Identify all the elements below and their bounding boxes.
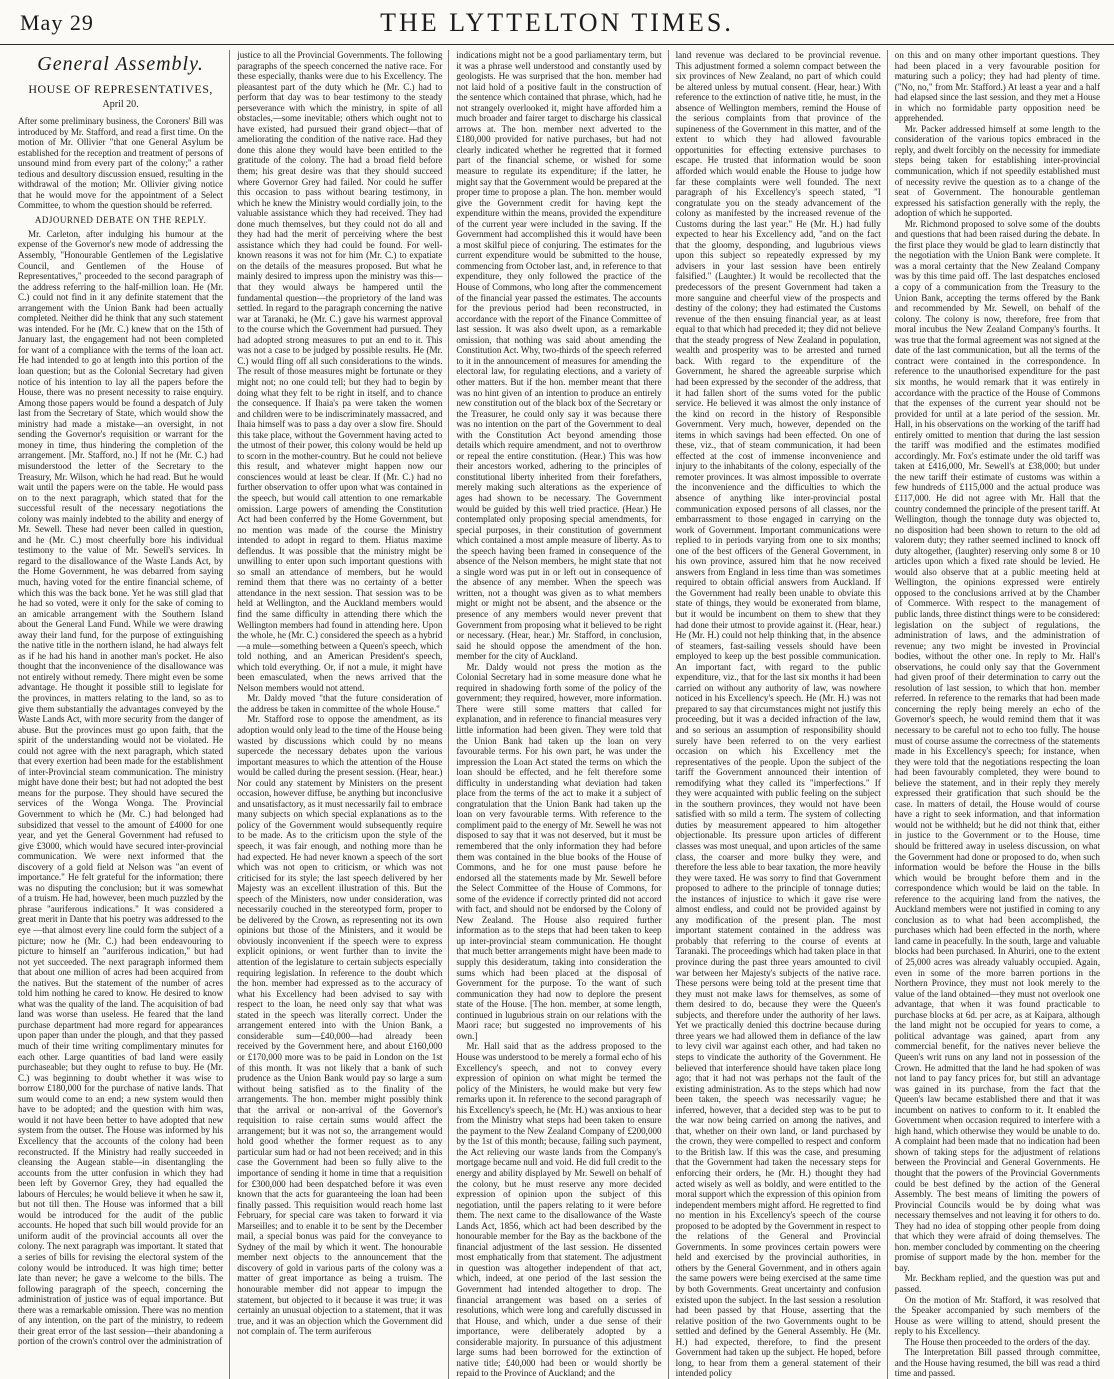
house-heading: HOUSE OF REPRESENTATIVES,: [28, 82, 213, 96]
article-paragraph: justice to all the Provincial Governments. The following paragraphs of the speech concerned the native race. For these especially, thanks were due to his Excellency. The pleasantest part of the duty which he (Mr. C.) had to perform that day was to bear testimony to the steady perseverance with which the ministry, in spite of all obstacles,—some inevitable; others which ought not to have existed, had pursued their grand object—that of ameliorating the condition of the native race. Had they done this alone they would have been entitled to the gratitude of the colony. The had a broad field before them; his great desire was that they should succeed where Governor Grey had failed. Nor could he suffer this occasion to pass without bearing testimony, in which he knew the Ministry would cordially join, to the valuable assistance which they had received. They had done much themselves, but they could not do all and they had had the merit of perceiving where the best assistance which they had could be found. For well-known reasons it was not for him (Mr. C.) to expatiate on the details of the measures proposed. But what he mainly desired to impress upon the ministry was this—that they would always be hampered until the fundamental question—the proprietory of the land was settled. In regard to the paragraph concerning the native war at Taranaki, he (Mr. C.) gave his warmest approval to the course which the Government had pursued. They had adopted strong measures to put an end to it. This was not a case to be judged by possible results. He (Mr. C.) would fling off all such considerations to the winds. The result of those measures might be fortunate or they might not; no one could tell; but they had to begin by doing what they felt to be right in itself, and to chance the consequence. If Ihaia's pa were taken the women and children were to be indiscriminately massacred, and Ihaia himself was to pass a day over a slow fire. Should this take place, without the Government having acted to the utmost of their power, this colony would be held up to scorn in the mother-country. But he could not believe this result, and whatever might happen now our consciences would at least be clear. If (Mr. C.) had no further observation to offer upon what was contained in the speech, but would call attention to one remarkable omission. Large powers of amending the Constitution Act had been conferred by the Home Government, but no mention was made of the course the Ministry intended to adopt in regard to them. Hiatus maxime deflendus. It was possible that the ministry might be unwilling to enter upon such important questions with so small an attendance of members, but he would remind them that there was no certainty of a better attendance in the next session. That session was to be held at Wellington, and the Auckland members would find the same difficulty in attending there which the Wellington members had found in attending here. Upon the whole, he (Mr. C.) considered the speech as a hybrid—a mule—something between a Queen's speech, which told nothing, and an American President's speech, which told everything. Or, if not a mule, it might have been emasculated, when the news arrived that the Nelson members would not attend.: [237, 50, 443, 693]
column-3-body: [456, 50, 661, 1379]
article-paragraph: The House then proceeded to the orders of the day.: [904, 1336, 1091, 1347]
article-paragraph: Mr. Carleton, after indulging his humour at the expense of the Governor's new mode of addressing the Assembly, "Honourable Gentlemen of the Legislative Council, and Gentlemen of the House of Representatives," proceeded to the second paragraph of the address referring to the half-million loan. He (Mr. C.) could not find in it any definite statement that the arrangement with the Union Bank had been actually completed. Neither did he think that any such statement was intended. For he (Mr. C.) knew that on the 15th of January last, the engagement had not been completed for want of a compliance with the terms of the loan act. He had intended to go at length into this portion of the loan question; but as the Colonial Secretary had given notice of his intention to lay all the papers before the House, there was no present necessity to raise enquiry. Among those papers would be found a despatch of July last from the Secretary of State, which would show the ministry had made a mistake—an oversight, in not sending the Governor's requisition or warrant for the money in time, thus hindering the completion of the arrangement. [Mr. Stafford, no.] If not he (Mr. C.) had misunderstood the letter of the Secretary to the Treasury, Mr. Wilson, which he had read. But he would wait until the papers were on the table. He would pass on to the next paragraph, which stated that for the successful result of the necessary negotiations the colony was mainly indebted to the ability and energy of Mr. Sewell. These had never been called in question, and he (Mr. C.) most cheerfully bore his individual testimony to the value of Mr. Sewell's services. In regard to the disallowance of the Waste Lands Act, by the Home Government, he was debarred from saying much, having voted for the entire financial scheme, of which this was the back bone. Yet he was still glad that he had so voted, were it only for the sake of coming to an amicable arrangement with the Southern Island about the General Land Fund. While we were drawing away their land fund, for the purpose of extinguishing the native title in the northern island, he had always felt as if he had his hand in another man's pocket. He also thought that the inconvenience of the disallowance was not entirely without remedy. There might even be some advantage. He thought it possible still to legislate for the provinces, in matters relating to the land, so as to give them substantially the advantages conveyed by the Waste Lands Act, with more security from the danger of abuse. But the provinces must go upon faith, that the spirit of the understanding would not be violated. He could not agree with the next paragraph, which stated that every exertion had been made for the establishment of inter-Provincial steam communication. The ministry might have done their best; but had not adopted the best means for the purpose. They should have secured the services of the Wonga Wonga. The Provincial Government to which he (Mr. C.) had belonged had subsidized that vessel to the amount of £4000 for one year, and yet the General Government had refused to give £3000, which would have secured inter-provincial communication. We were next informed that the discovery of a gold field at Nelson was "an event of importance." He felt grateful for the information; there was no disputing the conclusion; but it was somewhat of a truism. He had, however, been much puzzled by the phrase "auriferous indications." It was considered a great merit in Dante that his poetry was addressed to the eye —that almost every line could form the subject of a picture; now he (Mr. C.) had been endeavouring to picture to himself an "auriferous indication," but had not yet succeeded. The next paragraph informed them that about one million of acres had been acquired from the natives. But the statement of the number of acres told him nothing he cared to know. He desired to know what was the quality of the land. The acquisition of bad land was worse than useless. He feared that the land purchase department had more regard for appearances upon paper than under the plough, and that they passed much of their time writing complimentary minutes for each other. Large quantities of bad land were easily purchaseable; but they ought to refuse to buy. He (Mr. C.) was beginning to doubt whether it was wise to borrow £180,000 for the purchase of native lands. That sum would come to an end; a new system would then have to be adopted; and the question with him was, would it not have been better to have adopted that new system from the outset. The House was informed by his Excellency that the accounts of the colony had been reconstructed. If the Ministry had really succeeded in cleansing the Augean stable—in disentangling the accounts from the utter confusion in which they had been left by Governor Grey, they had equalled the labours of Hercules; he would believe it when he saw it, but not till then. The House was informed that a bill would be introduced for the audit of the public accounts. He hoped that such bill would provide for an uniform audit of the provincial accounts all over the colony. The next paragraph was important. It stated that a series of bills for revising the electoral system of the colony would be introduced. It was high time; better late than never; he gave a welcome to the bills. The following paragraph of the speech, concerning the administration of justice was of equal importance. But there was a remarkable omission. There was no mention of any intention, on the part of the ministry, to redeem their great error of the last session—their abandoning a portion of the crown's control over the administration of: [18, 228, 224, 1347]
article-paragraph: on this and on many other important questions. They had been placed in a very favourable position for maturing such a policy; they had had plenty of time. ("No, no," from Mr. Stafford.) At least a year and a half had elapsed since the last session, and they met a House in which no formidable party opposition need be apprehended.: [894, 50, 1100, 124]
masthead-date: May 29: [20, 10, 94, 35]
article-paragraph: Mr. Packer addressed himself at some length to the consideration of the various topics embraced in the reply, and dwelt forcibly on the necessity for immediate steps being taken for establishing inter-provincial communication, which if not speedily established must of necessity revive the question as to a change of the seat of Government. The honourable gentleman expressed his satisfaction generally with the reply, the adoption of which he supported.: [894, 123, 1100, 219]
article-paragraph: land revenue was declared to be provincial revenue. This adjustment formed a solemn compact between the six provinces of New Zealand, no part of which could be altered unless by mutual consent. (Hear, hear.) With reference to the extinction of native title, he must, in the absence of Wellington members, remind the House of the serious complaints from that province of the supineness of the Government in this matter, and of the extent to which they had allowed favourable opportunities for effecting extensive purchases to escape. He trusted that information would be soon afforded which would enable the House to judge how far these complaints were well founded. The next paragraph of his Excellency's speech stated, "I congratulate you on the steady advancement of the colony as manifested by the increased revenue of the Customs during the last year." He (Mr. H.) had fully expected to hear his Excellency add, "and on the fact that the gloomy, desponding, and lugubrious views upon this subject so repeatedly expressed by my advisers in your last session have been entirely falsified." (Laughter.) It would be recollected that the predecessors of the present Government had taken a more sanguine and cheerful view of the prospects and destiny of the colony; they had estimated the Customs revenue of the then ensuing financial year, as at least equal to that which had preceded it; they did not believe that the steady progress of New Zealand in population, wealth and prosperity was to be arrested and turned back. With regard to the expenditure of the Government, he shared the agreeable surprise which had been expressed by the seconder of the address, that it had fallen short of the sums voted for the public service. He believed it was almost the only instance of the kind on record in the history of Responsible Government. Very much, however, depended on the items in which savings had been effected. On one of these, viz., that of steam communication, it had been effected at the cost of immense inconvenience and injury to the inhabitants of the colony, especially of the remoter provinces. It was almost impossible to overrate the inconvenience and the difficulties to which the absence of anything like inter-provincial postal communication exposed persons of all classes, nor the embarrassment to those engaged in carrying on the work of Government. Important communications were replied to in periods varying from one to six months; one of the best officers of the General Government, in his own province, assured him that he now received answers from England in less time than was sometimes required to obtain official answers from Auckland. If the Government had really been unable to obviate this state of things, they would be exonerated from blame, but it would be incumbent on them to shew that they had done their utmost to provide against it. (Hear, hear.) He (Mr. H.) could not help thinking that, in the absence of steamers, fast-sailing vessels should have been employed to keep up the best possible communication. An important fact, with regard to the public expenditure, viz., that for the last six months it had been carried on without any authority of law, was nowhere noticed in his Excellency's speech. He (Mr. H.) was not prepared to say that circumstances might not justify this proceeding, but it was a decided infraction of the law, and so serious an assumption of responsibility should surely have been referred to on the very earliest occasion on which his Excellency met the representatives of the people. Upon the subject of the tariff the Government announced their intention of remodifying what they called its "imperfections." If they were acquainted with public feeling on the subject in the southern provinces, they would not have been satisfied with so mild a term. The system of collecting duties by measurement appeared to him altogether objectionable. Its pressure upon articles of different classes was most unequal, and upon articles of the same class, the coarser and more bulky they were, and therefore the less able to bear taxation, the more heavily they were taxed. He was sorry to find that Government proposed to adhere to the principle of tonnage duties; the instances of injustice to which it gave rise were almost endless, and could not be provided against by any modification of the present plan. The most important statement contained in the address was probably that referring to the course of events at Taranaki. The proceedings which had taken place in that province during the past three years amounted to civil war between her Majesty's subjects of the native race. These persons were being told at the present time that they must not make laws for themselves, as some of them desired to do, because they were the Queen's subjects, and therefore under the authority of her laws. Yet we practically denied this doctrine because during three years we had allowed them in defiance of the law to levy civil war against each other, and had taken no steps to vindicate the authority of the Government. He believed that interference should have taken place long ago; that it had not was perhaps not the fault of the existing administration. As to the steps which had now been taken, the speech was necessarily vague; he inferred, however, that a decided step was to be put to the war now being carried on among the natives, and that, whether on their own land, or land purchased by the crown, they were compelled to respect and conform to the British law. If this was the case, and presuming that the Government had taken the necessary steps for enforcing their orders, he (Mr. H.) thought they had acted wisely as well as boldly, and were entitled to the moral support which the expression of this opinion from independent members might afford. He regretted to find no mention in his Excellency's speech of the course proposed to be adopted by the Government in respect to the relations of the General and Provincial Governments. In some provinces certain powers were held and exercised by the provincial authorities, in others by the General Government, and in others again the same powers were being exercised at the same time by both Governments. Great uncertainty and confusion existed upon the subject. In the last session a resolution had been passed by that House, asserting that the relative position of the two Governments ought to be settled and defined by the General Assembly. He (Mr. H.) had expected, therefore, to find the present Government had taken up the subject. He hoped, before long, to hear from them a general statement of their intended policy: [675, 50, 881, 1379]
column-1: [16, 50, 225, 1379]
article-paragraph: Mr. Stafford rose to oppose the amendment, as its adoption would only lead to the time of the House being wasted by discussions which could by no means supercede the necessary debates upon the various important measures to which the attention of the House would be called during the present session. (Hear, hear.) Nor could any statement by Ministers on the present occasion, however diffuse, be anything but inconclusive and unsatisfactory, as it must necessarily fail to embrace many subjects on which special explanations as to the policy of the Government would subsequently require to be made. As to the criticism upon the style of the speech, it was fair enough, and nothing more than he had expected. He had never known a speech of the sort which was not open to criticism, or which was not criticised for its style; the last speech delivered by her Majesty was an excellent illustration of this. But the speech of the Ministers, now under consideration, was necessarily couched in the stereotyped form, proper to be delivered by the Crown, as representing not its own opinions but those of the Ministers, and it would be obviously inconvenient if the speech were to express explicit opinions, or went further than to invite the attention of the legislature to certain subjects especially requiring legislation. In reference to the doubt which the hon. member had expressed as to the accuracy of what his Excellency had been advised to say with respect to the loan, he need only say that what was stated in the speech was literally correct. Under the arrangement entered into with the Union Bank, a considerable sum—£40,000—had already been received by the Government here, and about £160,000 or £170,000 more was to be paid in London on the 1st of this month. It was not likely that a bank of such prudence as the Union Bank would pay so large a sum without being satisfied as to the finality of the arrangements. The hon. member might possibly think that the arrival or non-arrival of the Governor's requisition to raise certain sums would affect the arrangement; but it was not so, the arrangement would hold good whether the former request as to any particular sum had or had not been received; and in this case the Government had been so fully alive to the importance of sending it home in time that a requisition for £300,000 had been despatched before it was even known that the acts for guaranteeing the loan had been finally passed. This requisition would reach home last February, for special care was taken to forward it via Marseilles; and to enable it to be sent by the December mail, a special bonus was paid for the conveyance to Sydney of the mail by which it went. The honourable member next objects to the announcement that the discovery of gold in various parts of the colony was a matter of great importance as being a truism. The honourable member did not appear to impugn the statement, but objected to it because it was true; it was certainly an unusual objection to a statement, that it was true, and it was an objection which the Government did not complain of. The term auriferous: [237, 714, 443, 1337]
column-2: [235, 50, 444, 1379]
column-1-body: [18, 116, 223, 1347]
session-date: April 20.: [102, 99, 139, 110]
article-paragraph: Mr. Daldy would not press the motion as the Colonial Secretary had in some measure done what he required in shadowing forth some of the policy of the government; they required, however, more information. There were still some matters that called for explanation, and in reference to financial measures very little information had been given. They were told that the Union Bank had taken up the loan on very favourable terms. For his own part, he was under the impression the Loan Act stated the terms on which the loan should be effected, and he felt therefore some difficulty in understanding what deviation had taken place from the terms of the act to make it a subject of congratulation that the Union Bank had taken up the loan on very favourable terms. With reference to the compliment paid to the energy of Mr. Sewell he was not disposed to say that it was not deserved, but it must be remembered that the only information they had before them was contained in the blue books of the House of Commons, and he for one must pause before he endorsed all the statements made by Mr. Sewell before the Select Committee of the House of Commons, for some of the evidence if correctly printed did not accord with fact, and should not be endorsed by the Colony of New Zealand. The House also required further information as to the steps that had been taken to keep up inter-provincial steam communication. He thought that much better arrangements might have been made to supply this desideratum, taking into consideration the sums which had been placed at the disposal of Government for the purpose. To the want of such communication they had now to deplore the present state of the House. [The hon. member, at some length, continued in lugubrious strain on our relations with the Maori race; but suggested no improvements of his own.]: [456, 661, 662, 1041]
masthead-title: THE LYTTELTON TIMES.: [380, 8, 734, 37]
article-columns: [16, 50, 1102, 1379]
adjourned-debate-subhead: ADJOURNED DEBATE ON THE REPLY.: [34, 214, 207, 225]
article-paragraph: On the motion of Mr. Stafford, it was resolved that the Speaker accompanied by such members of the House as were willing to attend, should present the reply to his Excellency.: [894, 1294, 1100, 1337]
article-paragraph: Mr. Daldy moved "that the future consideration of the address be taken in committee of the whole House.": [237, 693, 443, 714]
section-title: General Assembly.: [37, 53, 204, 75]
article-paragraph: Mr. Richmond proposed to solve some of the doubts and questions that had been raised during the debate. In the first place they would be glad to learn distinctly that the negotiation with the Union Bank were complete. It was a moral certainty that the New Zealand Company was by this time paid off. The last despatches enclosed a copy of a communication from the Treasury to the Union Bank, accepting the terms offered by the Bank and recommended by Mr. Sewell, on behalf of the colony. The colony is now, therefore, free from that moral incubus the New Zealand Company's fourths. It was true that the formal agreement was not signed at the date of the last communication, but all the terms of the contract were contained in the correspondence. In reference to the unauthorised expenditure for the past six months, he would remark that it was entirely in accordance with the practice of the House of Commons that the expenses of the current year should not be provided for until at a late period of the session. Mr. Hall, in his observations on the working of the tariff had entirely omitted to mention that during the last session the tariff was modified and the estimates modified accordingly. Mr. Fox's estimate under the old tariff was taken at £416,000, Mr. Sewell's at £38,000; but under the new tariff their estimate of customs was within a few hundreds of £115,000 and the actual produce was £117,000. He did not agree with Mr. Hall that the country condemned the principle of the present tariff. At Wellington, though the tonnage duty was objected to, no disposition had been shown to return to the old ad valorem duty; they rather seemed inclined to knock off duty altogether, (laughter) reserving only some 8 or 10 articles upon which a fixed rate should be levied. He would also observe that at a public meeting held at Wellington, the opinions expressed were entirely opposed to the conclusions arrived at by the Chamber of Commerce. With respect to the management of public lands, three distinct things were to be considered: legislation on the subject of regulations, the administration of laws, and the administration of revenue; any two might be invested in Provincial bodies, without the other one. In reply to Mr. Hall's observations, he could only say that the Government had given proof of their determination to carry out the resolution of last session, to which that hon. member referred. In reference to the remarks that had been made concerning the reply being merely an echo of the Governor's speech, he would remind them that it was necessary to be careful not to echo too fully. The house must of course assume the correctness of the statements made in his Excellency's speech; for instance, when they were told that the negotiations respecting the loan had been favourably completed, they were bound to believe the statement, and in their reply they merely expressed their gratification that such should be the case. In matters of detail, the House would of course have a right to seek information, and that information would not be withheld; but he did not think that, either in justice to the Government or to the House, time should be frittered away in useless discussion, on what the Government had done or proposed to do, when such information would be before the House in the bills which would be brought before them and in the correspondence which would be laid on the table. In reference to the acquiring land from the natives, the Auckland members were not justified in coming to any conclusion as to what had been accomplished, the purchases which had been effected in the north, where land came in peacefully. In the south, large and valuable blocks had been purchased. In Ahuriri, one to the extent of 25,000 acres was already valuably occupied. Again, even in some of the more barren portions in the Northern Province, they must not look merely to the value of the land obtained—they must not overlook one advantage, that when it was found practicable to purchase blocks at 6d. per acre, as at Kaipara, although the land might not be occupied for years to come, a political advantage was gained, apart from any commercial benefit, for the natives never believe the Queen's writ runs on any land not in possession of the Crown. He admitted that the land he had spoken of was not land to pay fancy prices for, but still an advantage was gained in its purchase, from the fact that the Queen's law became established there and that it was incumbent on natives to conform to it. It enabled the Government when occasion required to interfere with a high hand, which otherwise they would be unable to do. A complaint had been made that no indication had been shown of taking steps for the adjustment of relations between the Provincial and General Governments. He thought that the powers of the Provincial Governments could be best defined by the action of the General Assembly. The best means of limiting the powers of Provincial Councils would be by doing what was necessary themselves and not leaving it for others to do. They had no idea of stopping other people from doing that which they were afraid of doing themselves. The hon. member concluded by commenting on the cheering promise of support made by the hon. member for the bay.: [894, 218, 1100, 1273]
column-3: [454, 50, 663, 1379]
column-5-body: [895, 50, 1100, 1379]
article-paragraph: The Interpretation Bill passed through committee, and the House having resumed, the bill was read a third time and passed.: [894, 1347, 1100, 1379]
article-paragraph: After some preliminary business, the Coroners' Bill was introduced by Mr. Stafford, and read a first time. On the motion of Mr. Ollivier "that one General Asylum be established for the reception and treatment of persons of unsound mind from every part of the colony;" a rather tedious and desultory discussion ensued, resulting in the withdrawal of the motion; Mr. Ollivier giving notice that he would move for the appointment of a Select Committee, to whom the question should be referred.: [18, 116, 224, 211]
article-paragraph: Mr. Hall said that as the address proposed to the House was understood to be merely a formal echo of his Excellency's speech, and not to convey every expression of opinion on what might be termed the policy of the Ministers, he would make but very few remarks upon it. In reference to the second paragraph of his Excellency's speech, he (Mr. H.) was anxious to hear from the Ministry what steps had been taken to ensure the payment to the New Zealand Company of £200,000 by the 1st of this month; because, failing such payment, the Act relieving our waste lands from the Company's mortgage became null and void. He did full credit to the energy and ability displayed by Mr. Sewell on behalf of the colony, but he must reserve any more decided expression of opinion upon the subject of this negotiation, until the papers relating to it were before them. The next came to the disallowance of the Waste Lands Act, 1856, which act had been described by the honourable member for the Bay as the backbone of the financial adjustment of the last session. He dissented most emphatically from that statement. The adjustment in question was altogether independent of that act, which, indeed, at one period of the last session the Government had intended altogether to drop. The financial arrangement was based on a series of resolutions, which were long and carefully discussed in that House, and which, under a due sense of their importance, were deliberately adopted by a considerable majority. In pursuance of this adjustment large sums had been borrowed for the extinction of native title; £40,000 had been or would shortly be repaid to the Province of Auckland; and the: [456, 1041, 662, 1379]
masthead: [0, 0, 1114, 45]
column-4: [674, 50, 883, 1379]
column-4-body: [676, 50, 881, 1379]
column-5: [893, 50, 1102, 1379]
article-paragraph: indications might not be a good parliamentary term, but it was a phrase well understood and constantly used by geologists. He was surprised that the hon. member had not laid hold of a positive fault in the construction of the sentence which contained that phrase, which, had he not strangely overlooked it, might have afforded him a much broader and fairer target to discharge his classical arrows at. The hon. member next adverted to the £180,000 provided for native purchases, but had not clearly indicated whether he regretted that it formed part of the financial scheme, or wished for some measure to regulate its expenditure; if the latter, he might say that the Government would be prepared at the proper time to propose a plan. The hon. member would give the Government credit for having kept the expenditure within the means, provided the expenditure of the current year were included in the saving. If the Government had accomplished this it would have been a most skilful piece of conjuring. The estimates for the current expenditure would be submitted to the house, commencing from October last, and, in reference to that expenditure, they only followed the practice of the House of Commons, who long after the commencement of the financial year passed the estimates. The accounts for the previous period had been reconstructed, in accordance with the report of the Finance Committee of last session. It was also dwelt upon, as a remarkable omission, that nothing was said about amending the Constitution Act. Why, two-thirds of the speech referred to it in the announcement of measures for amending the electoral law, for regulating elections, and a variety of other matters. But if the hon. member meant that there was no hint given of an intention to produce an entirely new constitution out of the black box of the Secretary or the Treasurer, he could only say it was because there was no intention on the part of the Government to deal with the Constitution Act beyond amending those details which require amendment, and not to overthrow or repeal the entire constitution. (Hear.) This was how their ancestors worked, adhering to the principles of constitutional liberty inherited from their forefathers, merely making such alterations as the experience of ages had shown to be necessary. The Government would be guided by this well tried practice. (Hear.) He contemplated only proposing special amendments, for special purposes, in their constitution of government which contained a most ample measure of liberty. As to the speech having been framed in consequence of the absence of the Nelson members, he might state that not a single word was put in or left out in consequence of the absence of any member. When the speech was written, not a thought was given as to what members might or might not be absent, and the absence or the presence of any members would never prevent that Government from proposing what it believed to be right or necessary. (Hear, hear.) Mr. Stafford, in conclusion, said he should oppose the amendment of the hon. member for the city of Auckland.: [456, 50, 662, 662]
column-2-body: [237, 50, 442, 1337]
article-paragraph: Mr. Beckham replied, and the question was put and passed.: [894, 1273, 1100, 1294]
